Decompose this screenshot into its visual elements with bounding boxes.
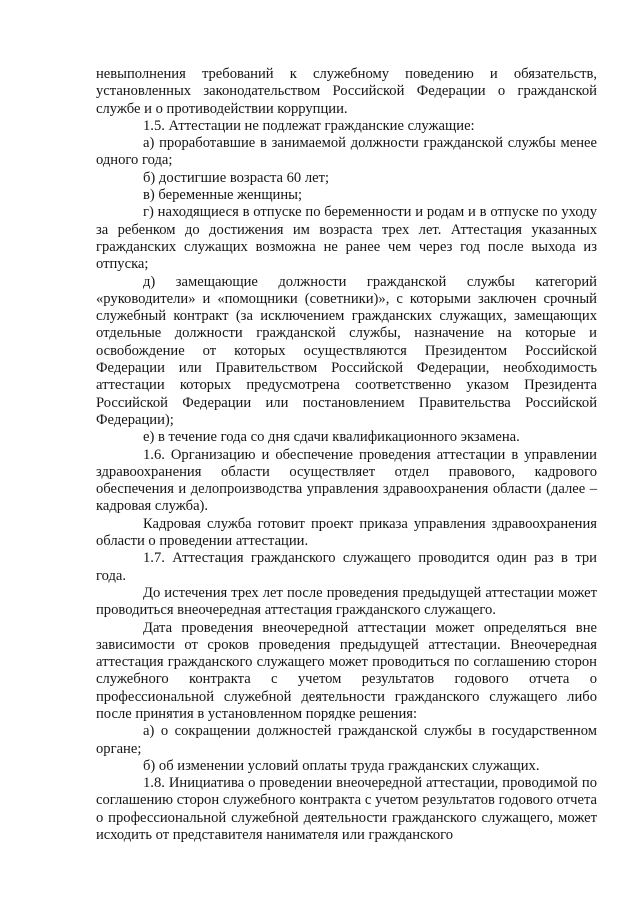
paragraph-1-6: 1.6. Организацию и обеспечение проведения аттестации в управлении здравоохранения области осуществляет отдел правового, кадрового обеспечения и делопроизводства управления здравоохранения области (далее – кадровая служба). [96,446,597,515]
paragraph-1-7-a: а) о сокращении должностей гражданской службы в государственном органе; [96,723,597,757]
paragraph-1-5-e: е) в течение года со дня сдачи квалификационного экзамена. [143,429,520,446]
paragraph-1-5-d: д) замещающие должности гражданской службы категорий «руководители» и «помощники (советники)», с которыми заключен срочный служебный контракт (за исключением гражданских служащих, замещающих отдельные должности гражданской службы, назначение на которые и освобождение от которых осуществляются Президентом Российской Федерации или Правительством Российской Федерации, необходимость аттестации которых предусмотрена соответственно указом Президента Российской Федерации или постановлением Правительства Российской Федерации); [96,273,597,428]
paragraph-1-6-order: Кадровая служба готовит проект приказа управления здравоохранения области о проведении аттестации. [96,515,597,550]
paragraph-1-5-v: в) беременные женщины; [143,187,303,204]
paragraph-1-7-date: Дата проведения внеочередной аттестации может определяться вне зависимости от сроков проведения предыдущей аттестации. Внеочередная аттестация гражданского служащего может проводиться по соглашению сторон служебного контракта с учетом результатов годового отчета о профессиональной служебной деятельности гражданского служащего либо после принятия в установленном порядке решения: [96,619,597,722]
paragraph-1-8: 1.8. Инициатива о проведении внеочередной аттестации, проводимой по соглашению сторон служебного контракта с учетом результатов годового отчета о профессиональной служебной деятельности гражданского служащего, может исходить от представителя нанимателя или гражданского [96,775,597,844]
paragraph-1-7-b: б) об изменении условий оплаты труда гражданских служащих. [143,757,540,774]
paragraph-1-7-extraordinary: До истечения трех лет после проведения предыдущей аттестации может проводиться внеочередная аттестация гражданского служащего. [96,584,597,619]
paragraph-1-5-a: а) проработавшие в занимаемой должности гражданской службы менее одного года; [96,135,597,169]
paragraph-1-5-heading: 1.5. Аттестации не подлежат гражданские служащие: [143,117,475,134]
paragraph-violation-clause: невыполнения требований к служебному поведению и обязательств, установленных законодательством Российской Федерации о гражданской службе и о противодействии коррупции. [96,66,597,117]
paragraph-1-7: 1.7. Аттестация гражданского служащего проводится один раз в три года. [96,550,597,584]
paragraph-1-5-g: г) находящиеся в отпуске по беременности и родам и в отпуске по уходу за ребенком до достижения им возраста трех лет. Аттестация указанных гражданских служащих возможна не ранее чем через год после выхода из отпуска; [96,204,597,273]
document-page [96,66,597,844]
paragraph-1-5-b: б) достигшие возраста 60 лет; [143,169,330,186]
